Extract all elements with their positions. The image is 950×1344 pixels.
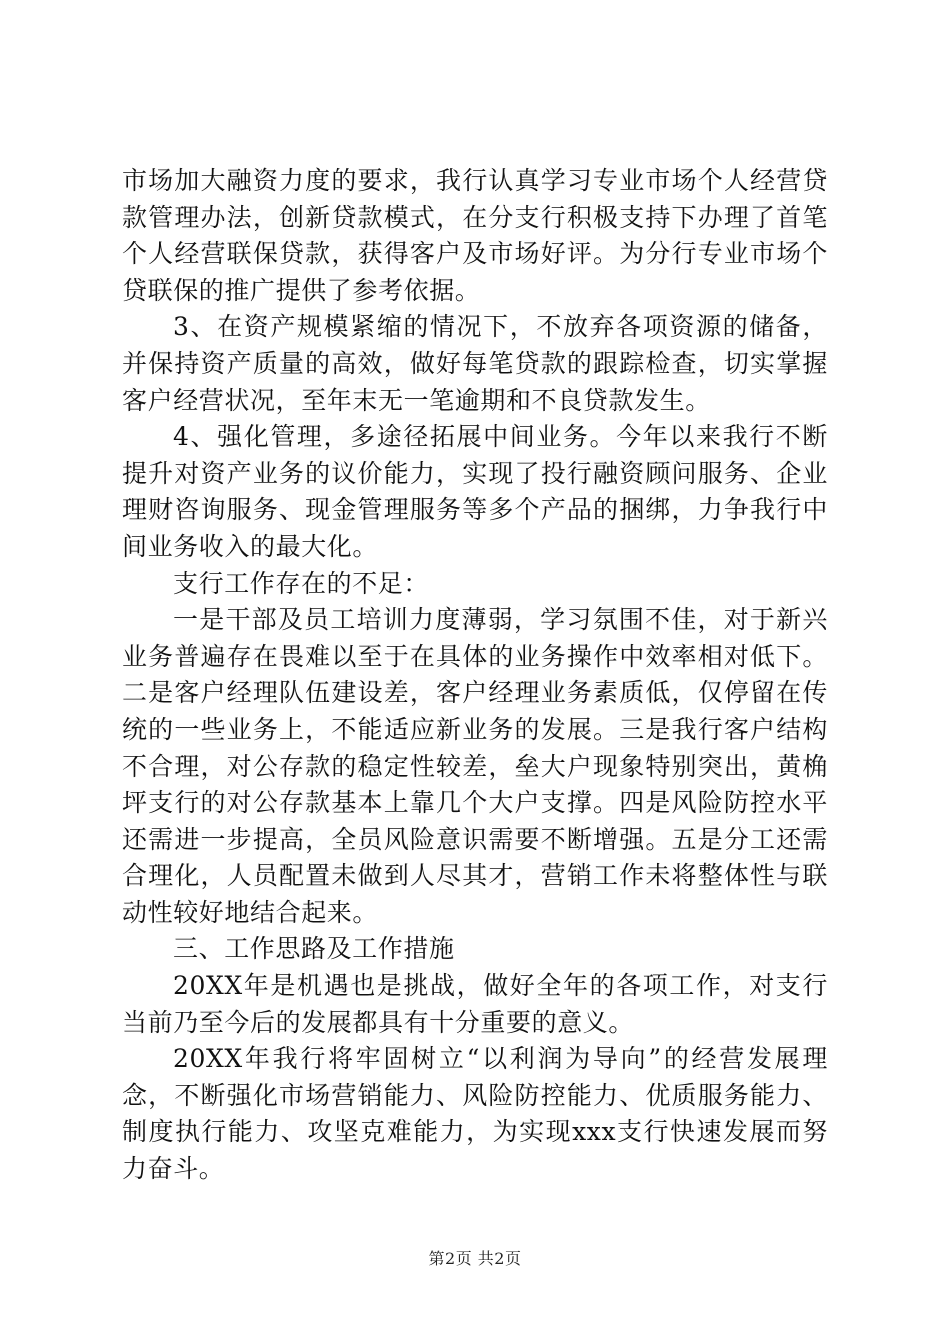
document-body [122, 163, 828, 1188]
paragraph-loan-model: 市场加大融资力度的要求，我行认真学习专业市场个人经营贷款管理办法，创新贷款模式，在分支行积极支持下办理了首笔个人经营联保贷款，获得客户及市场好评。为分行专业市场个贷联保的推广提供了参考依据。 [122, 166, 828, 305]
section-heading-shortcomings: 支行工作存在的不足： [173, 568, 430, 598]
paragraph-intermediate-business: 4、强化管理，多途径拓展中间业务。今年以来我行不断提升对资产业务的议价能力，实现了投行融资顾问服务、企业理财咨询服务、现金管理服务等多个产品的捆绑，力争我行中间业务收入的最大化。 [122, 422, 828, 561]
paragraph-asset-quality: 3、在资产规模紧缩的情况下，不放弃各项资源的储备，并保持资产质量的高效，做好每笔贷款的跟踪检查，切实掌握客户经营状况，至年末无一笔逾期和不良贷款发生。 [122, 312, 828, 415]
paragraph-shortcomings: 一是干部及员工培训力度薄弱，学习氛围不佳，对于新兴业务普遍存在畏难以至于在具体的业务操作中效率相对低下。二是客户经理队伍建设差，客户经理业务素质低，仅停留在传统的一些业务上，不能适应新业务的发展。三是我行客户结构不合理，对公存款的稳定性较差，垒大户现象特别突出，黄桷坪支行的对公存款基本上靠几个大户支撑。四是风险防控水平还需进一步提高，全员风险意识需要不断增强。五是分工还需合理化，人员配置未做到人尽其才，营销工作未将整体性与联动性较好地结合起来。 [122, 605, 828, 927]
paragraph-opportunity: 20XX年是机遇也是挑战，做好全年的各项工作，对支行当前乃至今后的发展都具有十分重要的意义。 [122, 971, 828, 1037]
section-heading-work-plan: 三、工作思路及工作措施 [173, 934, 455, 964]
page-footer: 第2页 共2页 [428, 1249, 522, 1268]
paragraph-development-goal: 20XX年我行将牢固树立“以利润为导向”的经营发展理念，不断强化市场营销能力、风险防控能力、优质服务能力、制度执行能力、攻坚克难能力，为实现xxx支行快速发展而努力奋斗。 [122, 1044, 828, 1184]
